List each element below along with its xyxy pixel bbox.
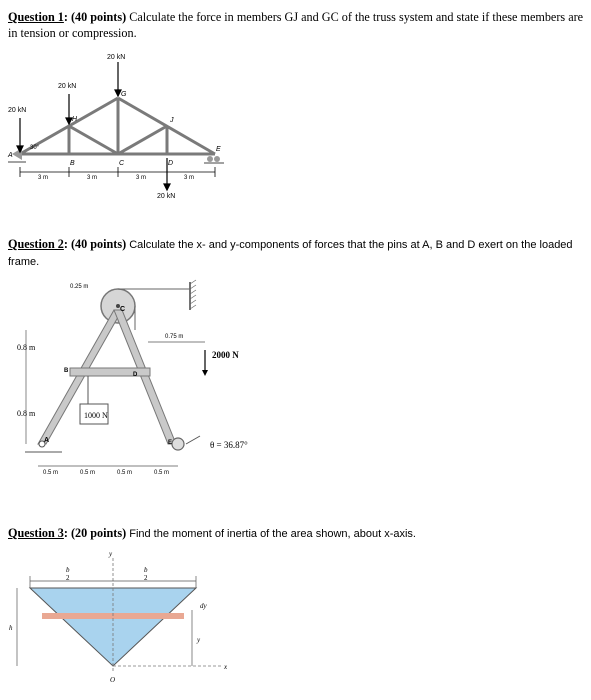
node-d: D (133, 372, 138, 378)
height-label: h (9, 624, 13, 632)
load-label-left: 20 kN (8, 107, 27, 114)
span-label-4: 3 m (184, 175, 195, 181)
question-3-body: Find the moment of inertia of the area shown, about x-axis. (126, 528, 416, 540)
node-j: J (170, 117, 174, 124)
node-h: H (72, 116, 78, 123)
y-axis-label: y (109, 550, 113, 558)
question-3-label: Question 3 (8, 526, 64, 540)
question-3-points: : (20 points) (63, 526, 127, 540)
span-label-2: 0.5 m (80, 470, 96, 476)
load-label-h: 20 kN (58, 83, 77, 90)
node-a: A (44, 437, 50, 444)
half-b-right-numerator: b (144, 566, 148, 574)
support-e (204, 156, 224, 163)
frame-figure (0, 276, 591, 496)
load-label-top: 20 kN (107, 54, 126, 61)
question-2-label: Question 2 (8, 237, 64, 251)
node-c: C (119, 160, 125, 167)
node-b: B (70, 160, 75, 167)
node-c: C (120, 306, 126, 313)
node-d: D (168, 160, 174, 167)
load-label-bottom: 20 kN (157, 193, 176, 200)
question-1-label: Question 1 (8, 10, 64, 24)
truss-figure (0, 48, 591, 268)
node-e: E (216, 146, 221, 153)
half-b-left-numerator: b (66, 566, 70, 574)
span-label-3: 0.5 m (117, 470, 133, 476)
half-b-left-denominator: 2 (66, 574, 70, 582)
load-2000-label: 2000 N (212, 350, 239, 360)
load-1000-label: 1000 N (84, 411, 108, 420)
question-1-body: Calculate the force in members GJ and GC of the truss system and state if these members are in tension or compression. (8, 10, 584, 40)
angle-label: 30° (30, 145, 40, 151)
span-label-3: 3 m (136, 175, 147, 181)
truss-members (20, 98, 215, 154)
question-2-body: Calculate the x- and y-components of forces that the pins at A, B and D exert on the loaded frame. (8, 239, 573, 268)
y-dim-label: y (197, 636, 201, 644)
node-g: G (121, 91, 127, 98)
area-figure (0, 548, 591, 698)
height-top-label: 0.8 m (17, 343, 36, 352)
node-e: E (168, 440, 173, 446)
question-1-text (8, 9, 584, 41)
height-bottom-label: 0.8 m (17, 409, 36, 418)
node-b: B (64, 368, 69, 374)
span-label-1: 0.5 m (43, 470, 59, 476)
half-b-right-denominator: 2 (144, 574, 148, 582)
x-axis-label: x (224, 663, 228, 671)
dy-label: dy (200, 602, 207, 610)
question-3-text (8, 525, 584, 542)
node-a: A (8, 152, 13, 159)
load-arrows (17, 62, 170, 190)
span-label-2: 3 m (87, 175, 98, 181)
ceiling-support (190, 280, 196, 310)
theta-label: θ = 36.87° (210, 440, 248, 450)
question-2-text (8, 236, 584, 270)
question-1-points: : (40 points) (63, 10, 127, 24)
roller-e (172, 438, 184, 450)
span-label-1: 3 m (38, 175, 49, 181)
origin-label: O (110, 676, 116, 684)
radius-label: 0.25 m (70, 284, 89, 290)
dim-075-label: 0.75 m (165, 334, 184, 340)
question-2-points: : (40 points) (63, 237, 127, 251)
span-label-4: 0.5 m (154, 470, 170, 476)
